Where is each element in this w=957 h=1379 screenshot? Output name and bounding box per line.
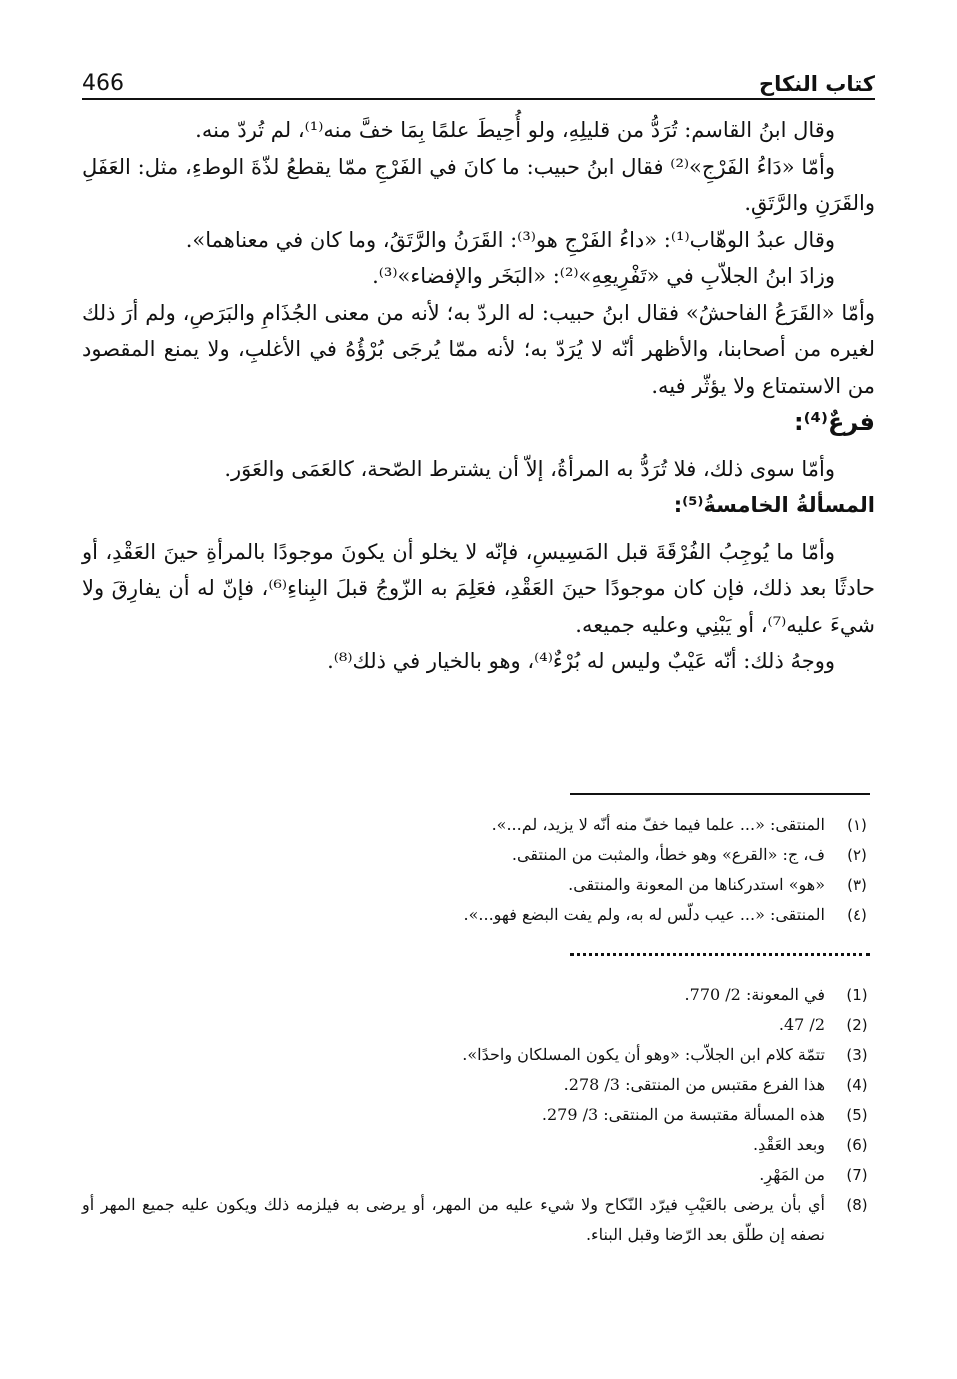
- footnotes-references: [82, 980, 875, 1250]
- main-text: [82, 112, 875, 680]
- paragraph-4: وزادَ ابنُ الجلاّبِ في «تَفْرِيعِهِ»⁽²⁾: «البَخَر والإفضاء»⁽³⁾.: [372, 264, 835, 288]
- section-heading-fifth-issue: المسألةُ الخامسةُ⁽⁵⁾:: [673, 493, 875, 517]
- footnote-number: (4): [846, 1076, 868, 1094]
- footnote-text: المنتقى: «... علما فيما خفّ منه أنّه لا يزيد، لم...».: [491, 815, 825, 834]
- paragraph-1: وقال ابنُ القاسم: تُرَدُّ من قليلِهِ، ولو أُحِيطَ علمًا بِمَا خفَّ منه⁽¹⁾، لم تُردّ منه.: [195, 118, 835, 142]
- footnote-text: وبعد العَقْدِ.: [753, 1135, 825, 1154]
- footnote-text: 2/ 47.: [778, 1015, 825, 1034]
- footnote-item: [82, 840, 875, 870]
- page-number: 466: [82, 71, 124, 96]
- footnote-item: [82, 1100, 875, 1130]
- footnote-dotted-separator: [570, 953, 870, 956]
- footnote-text: أي بأن يرضى بالعَيْبِ فيرّد النّكاح ولا شيء عليه من المهر، أو يرضى به فيلزمه ذلك ويكون عليه جميع المهر أو نصفه إن طلّق بعد الرّضا وقبل البناء.: [82, 1195, 825, 1244]
- footnote-text: هذه المسألة مقتبسة من المنتقى: 3/ 279.: [541, 1105, 825, 1124]
- footnote-text: في المعونة: 2/ 770.: [684, 985, 825, 1004]
- footnotes-variants: [82, 810, 875, 930]
- footnote-number: (7): [846, 1166, 868, 1184]
- footnote-number: (8): [846, 1196, 868, 1214]
- footnote-number: (3): [846, 1046, 868, 1064]
- footnote-number: (1): [846, 986, 868, 1004]
- page-header: [82, 56, 875, 100]
- footnote-item: [82, 1190, 875, 1250]
- spacer: [82, 524, 875, 534]
- footnote-text: هذا الفرع مقتبس من المنتقى: 3/ 278.: [563, 1075, 825, 1094]
- footnote-item: [82, 900, 875, 930]
- footnote-text: «هو» استدركناها من المعونة والمنتقى.: [568, 875, 825, 894]
- footnote-number: (٤): [847, 906, 867, 924]
- footnote-number: (١): [847, 816, 867, 834]
- footnote-number: (5): [846, 1106, 868, 1124]
- footnote-number: (٢): [847, 846, 867, 864]
- running-title: كتاب النكاح: [759, 72, 875, 96]
- footnote-item: [82, 1070, 875, 1100]
- footnote-separator: [570, 793, 870, 795]
- footnote-item: [82, 1010, 875, 1040]
- footnote-text: من المَهْرِ.: [759, 1165, 825, 1184]
- footnote-item: [82, 1040, 875, 1070]
- footnote-number: (6): [846, 1136, 868, 1154]
- footnote-item: [82, 870, 875, 900]
- footnote-number: (2): [846, 1016, 868, 1034]
- footnote-item: [82, 980, 875, 1010]
- footnote-item: [82, 1130, 875, 1160]
- footnote-item: [82, 1160, 875, 1190]
- paragraph-7: وأمّا ما يُوجِبُ الفُرْقَةَ قبل المَسِيسِ، فإنّه لا يخلو أن يكونَ موجودًا بالمرأةِ حينَ العَقْدِ، أو حادثًا بعد ذلك، فإن كان موجودًا حينَ العَقْدِ، فعَلِمَ به الزّوجُ قبلَ البِناءِ⁽⁶⁾، فإنّ له أن يفارِقَ ولا شيءَ عليه⁽⁷⁾، أو يَبْنِي وعليه جميعه.: [82, 539, 875, 637]
- paragraph-8: ووجهُ ذلك: أنّه عَيْبٌ وليس له بُرْءٌ⁽⁴⁾، وهو بالخيار في ذلك⁽⁸⁾.: [327, 649, 835, 673]
- paragraph-5: وأمّا «القَرَعُ الفاحشُ» فقال ابنُ حبيب: له الردّ به؛ لأنه من معنى الجُذَامِ والبَرَصِ، ولم أرَ ذلك لغيره من أصحابنا، والأظهر أنّه لا يُرَدّ به؛ لأنه ممّا يُرجَى بُرْؤُهُ في الأغلبِ، ولا يمنع المقصود من الاستمتاع ولا يؤثّر فيه.: [82, 300, 875, 398]
- paragraph-2: وأمّا «دَاءُ الفَرْجِ»⁽²⁾ فقال ابنُ حبيب: ما كانَ في الفَرْجِ ممّا يقطعُ لذّةَ الوطءِ، مثل: العَفَلِ والقَرَنِ والرَّتَقِ.: [82, 154, 875, 215]
- paragraph-3: وقال عبدُ الوهّاب⁽¹⁾: «داءُ الفَرْجِ هو⁽³⁾: القَرَنُ والرَّتَقُ، وما كان في معناهما».: [185, 227, 835, 252]
- footnote-text: تتمّة كلام ابن الجلاّب: «وهو أن يكون المسلكان واحدًا».: [462, 1045, 825, 1064]
- spacer: [82, 441, 875, 451]
- footnote-text: ف، ج: «القرع» وهو خطأ، والمثبت من المنتقى.: [511, 845, 825, 864]
- footnote-number: (٣): [847, 876, 867, 894]
- paragraph-6: وأمّا سوى ذلك، فلا تُرَدُّ به المرأةُ، إلاّ أن يشترط الصّحة، كالعَمَى والعَوَر.: [224, 456, 835, 481]
- section-heading-far: فرعٌ⁽⁴⁾:: [794, 408, 875, 436]
- footnote-item: [82, 810, 875, 840]
- footnote-text: المنتقى: «... عيب دلّس له به، ولم يفت البضع فهو...».: [463, 905, 825, 924]
